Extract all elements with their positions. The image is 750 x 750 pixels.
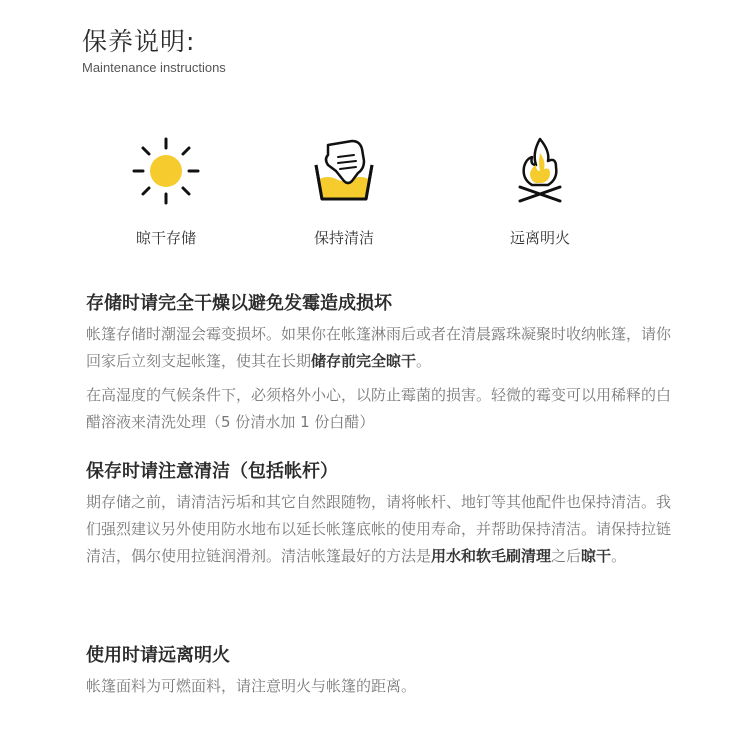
section-cleaning-title: 保存时请注意清洁（包括帐杆）	[86, 461, 338, 482]
care-item-fire	[470, 135, 610, 248]
care-label-dry: 晾干存储	[135, 229, 196, 247]
campfire-icon	[504, 135, 576, 207]
text-run: 。	[416, 352, 432, 370]
hand-wash-icon	[308, 135, 380, 207]
section-cleaning-para1	[86, 489, 676, 570]
care-item-clean	[274, 135, 414, 248]
header	[82, 26, 226, 75]
section-fire	[86, 643, 676, 700]
section-cleaning	[86, 459, 676, 570]
section-fire-title: 使用时请远离明火	[86, 645, 230, 666]
care-label-fire: 远离明火	[509, 229, 570, 247]
emphasis-text: 晾干	[581, 547, 612, 565]
section-storage	[86, 291, 676, 436]
text-run: 之后	[551, 547, 582, 565]
section-storage-para1	[86, 321, 676, 375]
section-storage-para2: 在高湿度的气候条件下，必须格外小心，以防止霉菌的损害。轻微的霉变可以用稀释的白醋溶液来清洗处理（5 份清水加 1 份白醋）	[86, 386, 672, 431]
emphasis-text: 储存前完全晾干	[311, 352, 417, 370]
sun-icon	[130, 135, 202, 207]
text-run: 期存储之前，请清洁污垢和其它自然跟随物，请将帐杆、地钉等其他配件也保持清洁。我们强烈建议另外使用防水地布以延长帐篷底帐的使用寿命，并帮助保持清洁。请保持拉链清洁，偶尔使用拉链润滑剂。清洁帐篷最好的方法是	[86, 493, 672, 565]
emphasis-text: 用水和软毛刷清理	[431, 547, 552, 565]
section-storage-title: 存储时请完全干燥以避免发霉造成损坏	[86, 293, 392, 314]
page-subtitle: Maintenance instructions	[82, 60, 226, 75]
section-fire-para1: 帐篷面料为可燃面料，请注意明火与帐篷的距离。	[86, 677, 417, 695]
text-run: 。	[611, 547, 627, 565]
text-run: 帐篷存储时潮湿会霉变损坏。如果你在帐篷淋雨后或者在清晨露珠凝聚时收纳帐篷，请你回家后立刻支起帐篷，使其在长期	[86, 325, 672, 370]
care-label-clean: 保持清洁	[313, 229, 374, 247]
page-title: 保养说明:	[82, 27, 196, 56]
care-item-dry	[96, 135, 236, 248]
care-icons	[0, 135, 750, 255]
